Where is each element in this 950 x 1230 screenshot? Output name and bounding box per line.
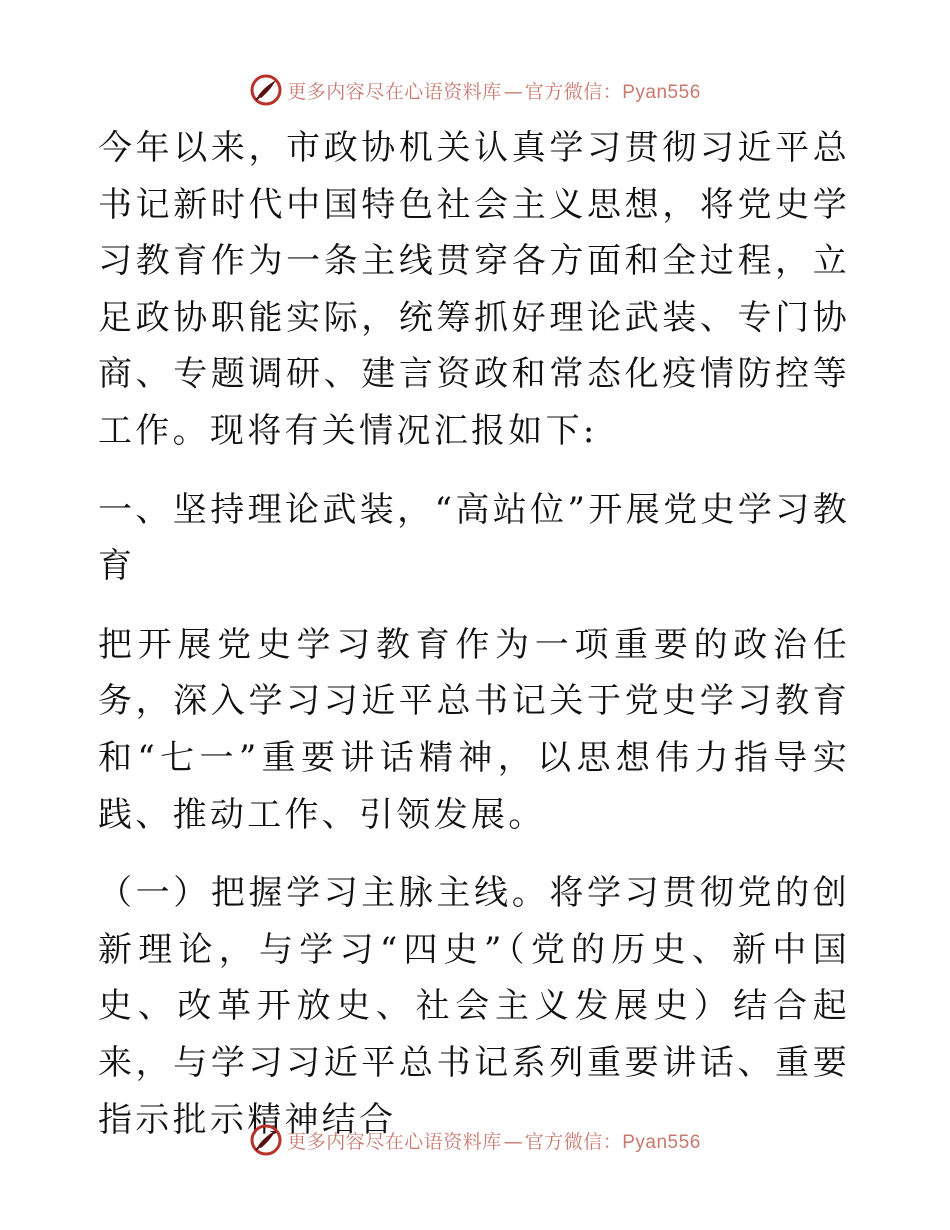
watermark-text <box>287 1127 701 1154</box>
red-ring-quill-logo-icon <box>249 73 283 107</box>
footer-watermark <box>0 1120 950 1160</box>
watermark-handle: Pyan556 <box>622 81 701 103</box>
section-heading-1: 一、坚持理论武装，“高站位”开展党史学习教育 <box>98 489 850 587</box>
watermark-handle: Pyan556 <box>622 1131 701 1153</box>
watermark-text <box>287 77 701 104</box>
watermark-text-mid: 官方微信： <box>524 80 623 103</box>
paragraph-section-1: 把开展党史学习教育作为一项重要的政治任务，深入学习习近平总书记关于党史学习教育和“七一”重要讲话精神，以思想伟力指导实践、推动工作、引领发展。 <box>98 624 850 835</box>
watermark-dash: — <box>503 1130 521 1153</box>
red-ring-quill-logo-icon <box>249 1123 283 1157</box>
watermark-text-cn: 更多内容尽在心语资料库 <box>287 80 502 103</box>
header-watermark <box>0 70 950 110</box>
watermark-dash: — <box>503 80 521 103</box>
document-body <box>98 120 850 1148</box>
watermark-text-mid: 官方微信： <box>524 1130 623 1153</box>
watermark-text-cn: 更多内容尽在心语资料库 <box>287 1130 502 1153</box>
paragraph-intro: 今年以来，市政协机关认真学习贯彻习近平总书记新时代中国特色社会主义思想，将党史学习教育作为一条主线贯穿各方面和全过程，立足政协职能实际，统筹抓好理论武装、专门协商、专题调研、建言资政和常态化疫情防控等工作。现将有关情况汇报如下: <box>98 128 850 451</box>
paragraph-subsection-1: （一）把握学习主脉主线。将学习贯彻党的创新理论，与学习“四史”（党的历史、新中国史、改革开放史、社会主义发展史）结合起来，与学习习近平总书记系列重要讲话、重要指示批示精神结合 <box>98 873 850 1140</box>
